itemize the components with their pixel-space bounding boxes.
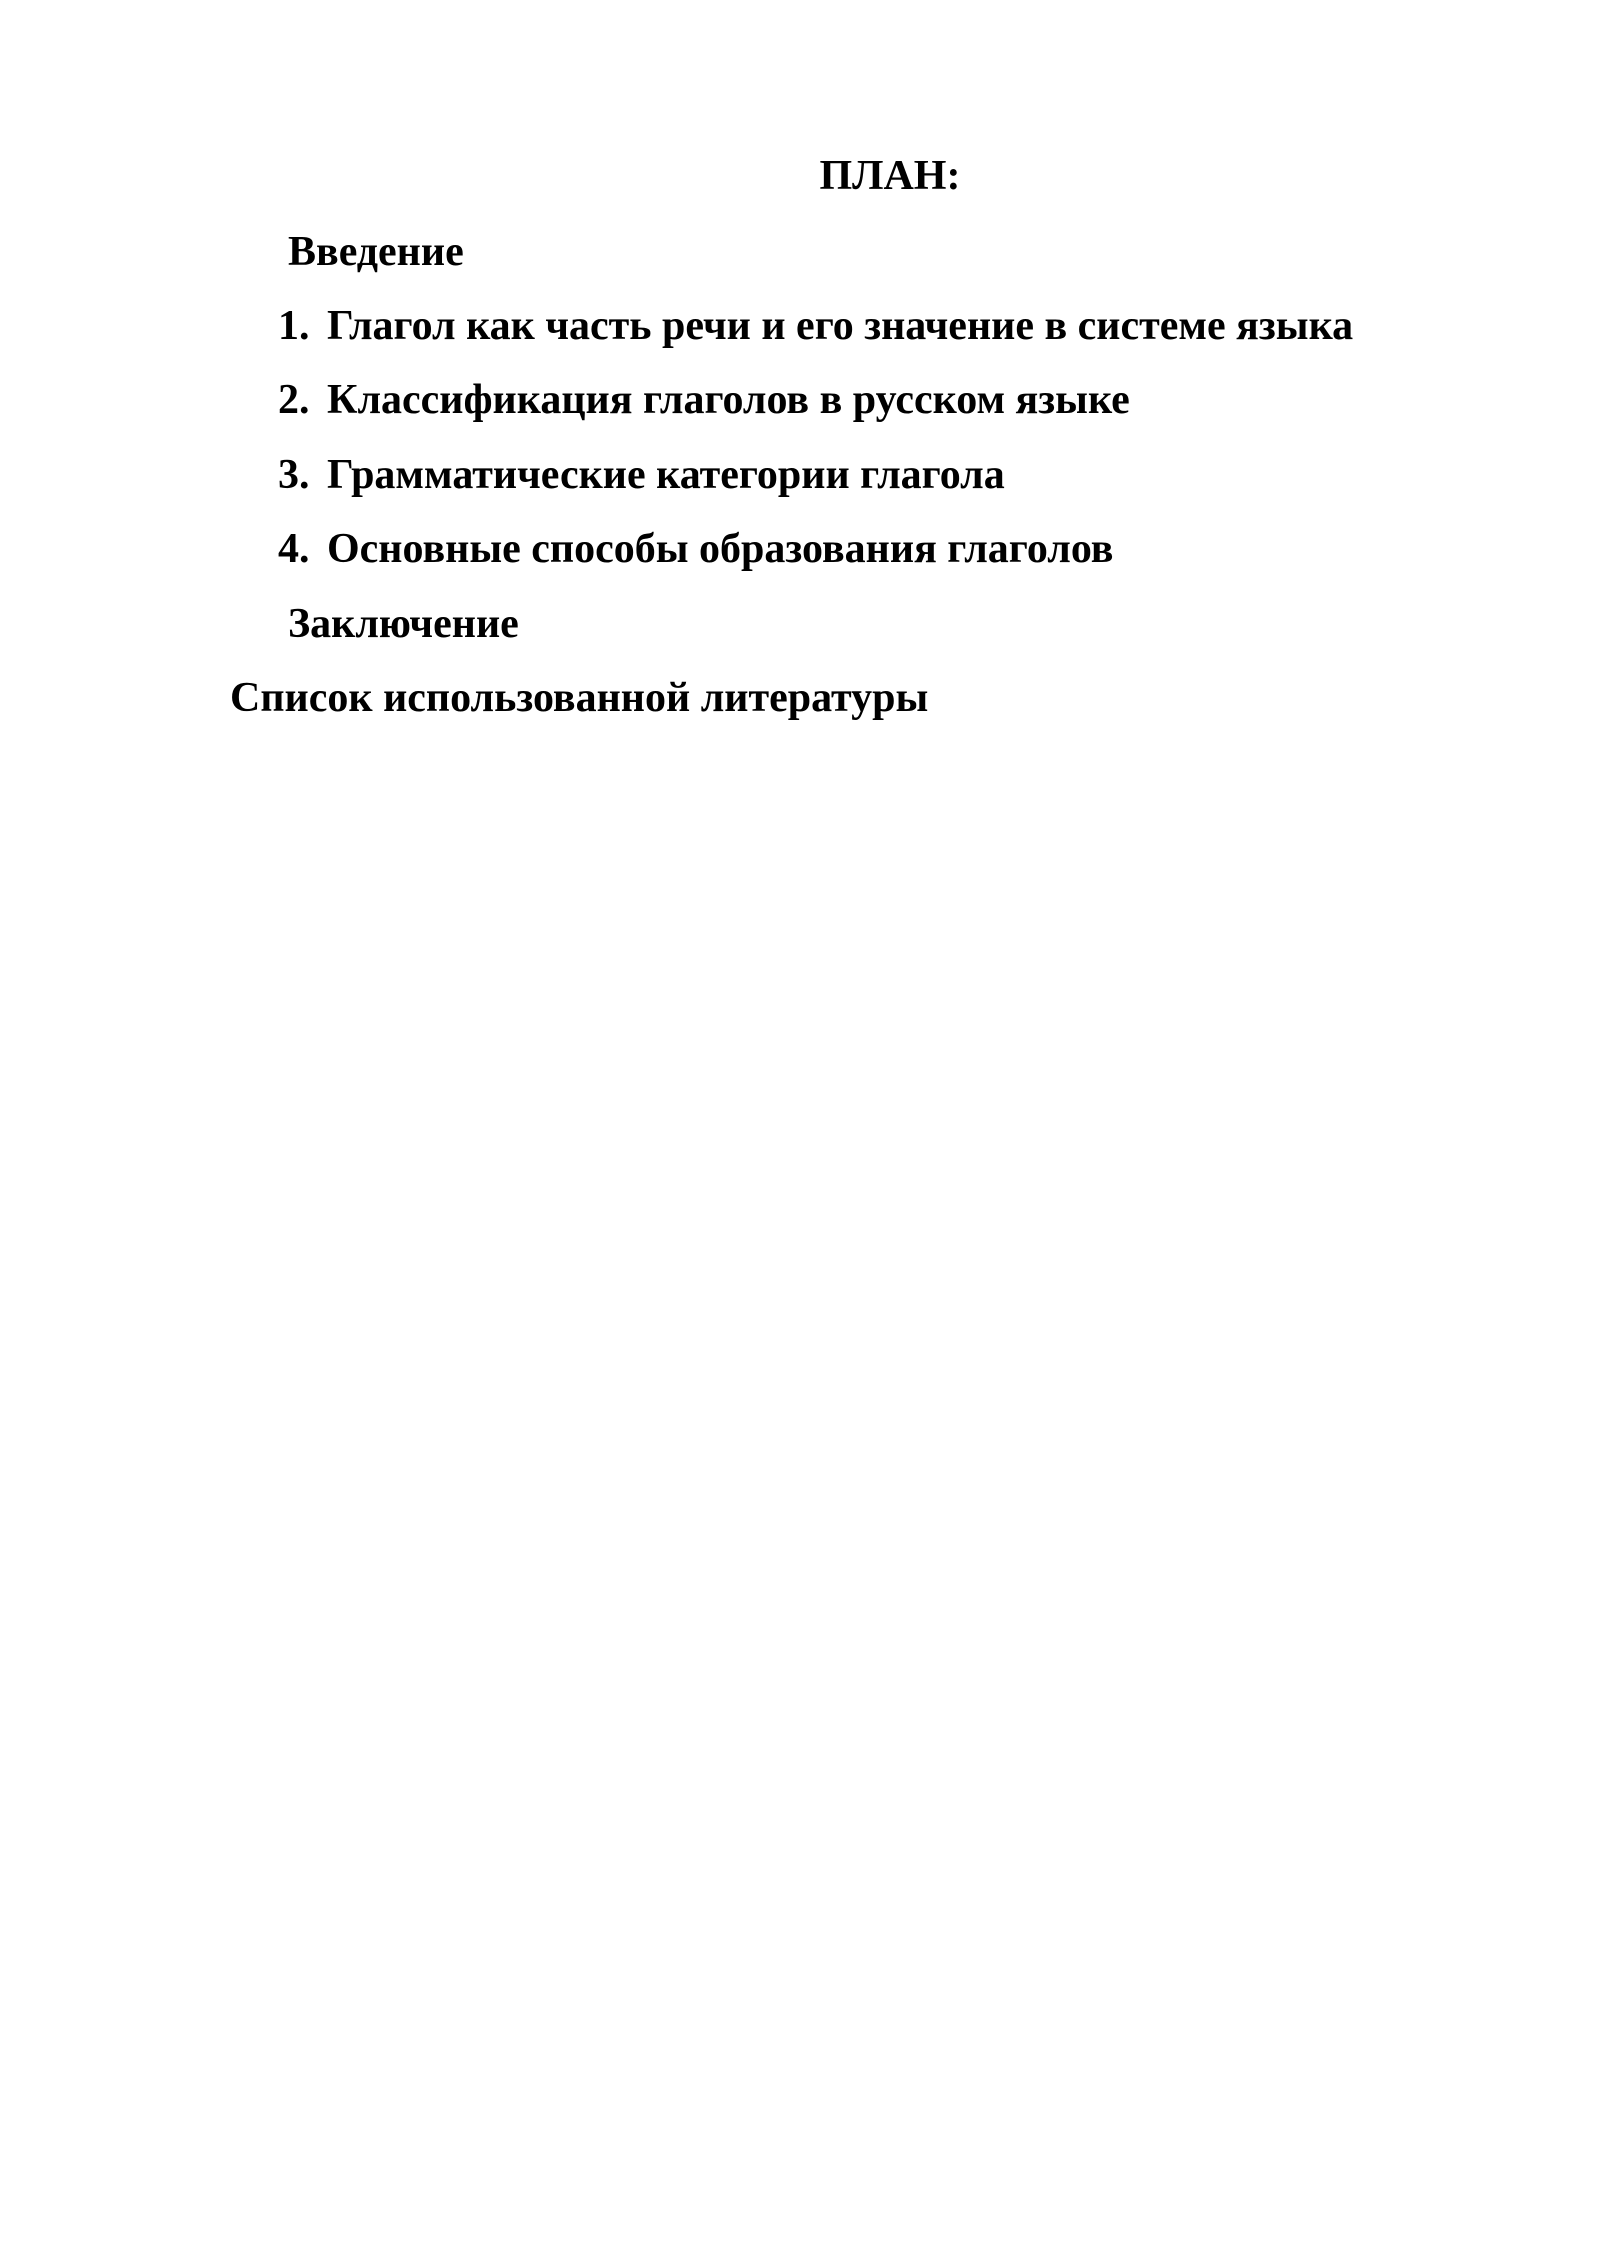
plan-item-references: Список использованной литературы: [230, 675, 929, 721]
plan-item-introduction: Введение: [288, 229, 464, 275]
plan-item-1: [278, 300, 1353, 352]
plan-item-conclusion: Заключение: [288, 601, 519, 647]
plan-item-number: 2.: [278, 377, 310, 423]
plan-item-4: [278, 523, 1113, 575]
plan-item-number: 4.: [278, 526, 310, 572]
plan-item-number: 3.: [278, 452, 310, 498]
plan-item-text: Глагол как часть речи и его значение в системе языка: [327, 303, 1354, 349]
plan-item-3: [278, 449, 1005, 501]
plan-item-text: Классификация глаголов в русском языке: [327, 377, 1130, 423]
plan-item-text: Грамматические категории глагола: [327, 452, 1005, 498]
page-title: ПЛАН:: [819, 153, 961, 199]
plan-item-number: 1.: [278, 303, 310, 349]
plan-item-text: Основные способы образования глаголов: [327, 526, 1114, 572]
plan-item-2: [278, 374, 1130, 426]
